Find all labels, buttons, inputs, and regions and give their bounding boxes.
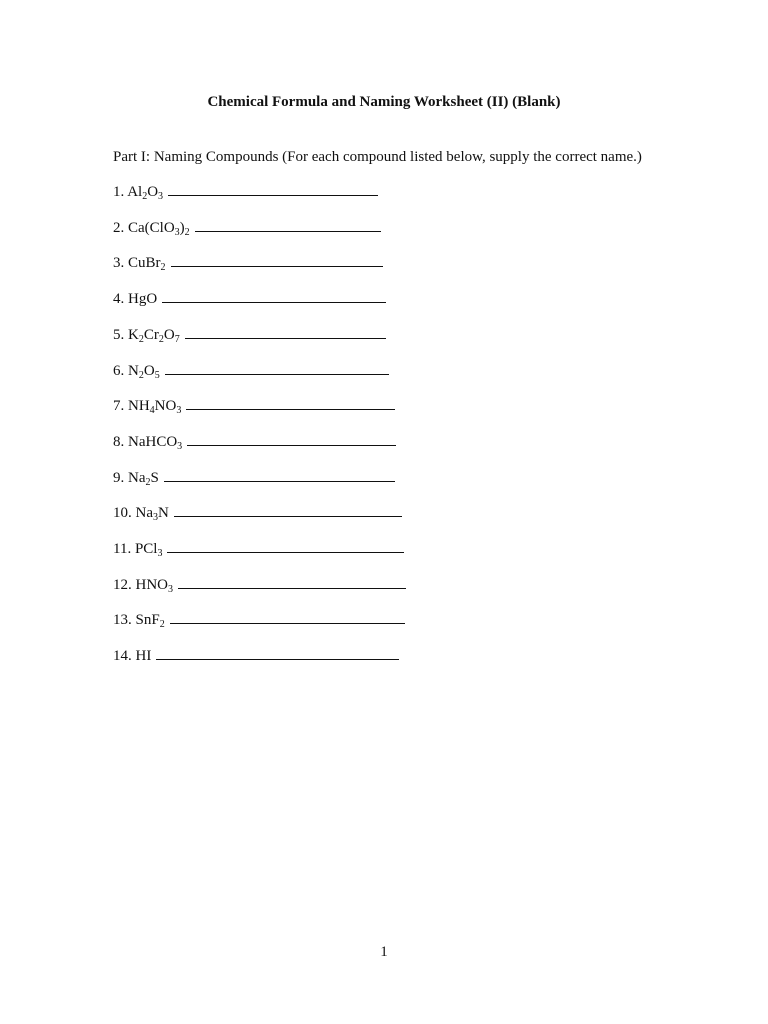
formula-text: Na [135, 505, 153, 522]
formula-text: NO [154, 398, 177, 415]
item-number: 13. [113, 612, 132, 629]
worksheet-title: Chemical Formula and Naming Worksheet (II) (Blank) [207, 94, 561, 110]
answer-blank[interactable] [174, 503, 402, 517]
formula-text: Al [127, 184, 143, 200]
page-number: 1 [380, 944, 388, 960]
formula-subscript: 2 [138, 333, 144, 345]
chemical-formula [128, 291, 157, 307]
compound-item [113, 289, 386, 309]
compound-item [113, 325, 386, 345]
formula-subscript: 3 [153, 512, 158, 524]
formula-subscript: 7 [174, 333, 180, 345]
item-number: 8. [113, 433, 125, 450]
formula-subscript: 3 [168, 583, 173, 595]
answer-blank[interactable] [185, 325, 386, 339]
item-number: 1. [113, 184, 125, 200]
formula-text: K [128, 326, 139, 343]
answer-blank[interactable] [187, 432, 396, 446]
answer-blank[interactable] [171, 253, 383, 267]
answer-blank[interactable] [156, 646, 399, 660]
chemical-formula [128, 398, 182, 417]
formula-text: ) [179, 219, 185, 236]
item-number: 11. [113, 541, 132, 557]
answer-blank[interactable] [164, 468, 395, 482]
item-number: 14. [113, 648, 132, 665]
formula-text: NH [128, 398, 150, 415]
compound-item [113, 575, 406, 595]
chemical-formula [128, 327, 180, 343]
formula-subscript: 3 [174, 226, 180, 238]
compound-item [113, 610, 405, 630]
compound-item [113, 468, 395, 488]
chemical-formula [128, 434, 182, 450]
formula-text: Na [128, 469, 146, 486]
formula-subscript: 5 [154, 369, 160, 381]
chemical-formula [135, 541, 163, 557]
item-number: 7. [113, 398, 125, 415]
part-heading: Part I: Naming Compounds (For each compound listed below, supply the correct name.) [113, 149, 642, 165]
item-number: 5. [113, 326, 125, 343]
formula-subscript: 3 [177, 440, 183, 452]
compound-item [113, 432, 396, 452]
chemical-formula [128, 255, 166, 274]
item-number: 2. [113, 219, 125, 236]
formula-subscript: 2 [158, 333, 164, 345]
answer-blank[interactable] [195, 218, 381, 232]
compound-item [113, 646, 399, 666]
answer-blank[interactable] [167, 539, 404, 553]
item-number: 3. [113, 255, 125, 272]
chemical-formula [136, 648, 152, 664]
formula-text: N [158, 505, 169, 522]
formula-text: PCl [134, 541, 158, 557]
formula-subscript: 4 [149, 405, 155, 417]
item-number: 4. [113, 291, 125, 308]
formula-text: SnF [135, 612, 160, 629]
formula-subscript: 2 [159, 619, 165, 631]
formula-text: O [147, 184, 159, 200]
formula-text: CuBr [128, 255, 161, 272]
chemical-formula [127, 184, 163, 200]
chemical-formula [135, 612, 165, 631]
item-number: 9. [113, 469, 125, 486]
formula-text: HNO [135, 576, 168, 593]
formula-subscript: 2 [138, 369, 144, 381]
formula-text: Cr [143, 326, 159, 343]
chemical-formula [128, 363, 160, 379]
item-number: 10. [113, 505, 132, 522]
compound-item [113, 396, 395, 416]
item-number: 6. [113, 362, 125, 379]
compound-item [113, 361, 389, 381]
formula-text: Ca(ClO [128, 219, 175, 236]
formula-subscript: 3 [176, 405, 182, 417]
formula-text: O [163, 326, 175, 343]
chemical-formula [128, 220, 190, 236]
answer-blank[interactable] [186, 396, 395, 410]
compound-item [113, 539, 404, 559]
compound-item [113, 218, 381, 238]
compound-item [113, 503, 402, 523]
answer-blank[interactable] [162, 289, 386, 303]
compound-item [113, 253, 383, 273]
chemical-formula [135, 505, 169, 524]
answer-blank[interactable] [165, 361, 389, 375]
compound-item [113, 182, 378, 202]
item-number: 12. [113, 576, 132, 593]
formula-subscript: 2 [142, 191, 148, 202]
formula-subscript: 3 [158, 191, 164, 202]
answer-blank[interactable] [168, 182, 378, 196]
formula-text: HgO [128, 291, 158, 308]
formula-subscript: 2 [145, 476, 151, 488]
formula-subscript: 3 [157, 548, 163, 559]
formula-text: S [150, 469, 159, 486]
chemical-formula [128, 470, 159, 486]
formula-text: HI [135, 648, 152, 665]
formula-subscript: 2 [184, 226, 190, 238]
formula-text: O [143, 362, 155, 379]
formula-text: NaHCO [128, 433, 178, 450]
formula-text: N [128, 362, 139, 379]
answer-blank[interactable] [178, 575, 406, 589]
chemical-formula [136, 577, 174, 593]
answer-blank[interactable] [170, 610, 405, 624]
formula-subscript: 2 [160, 262, 166, 274]
